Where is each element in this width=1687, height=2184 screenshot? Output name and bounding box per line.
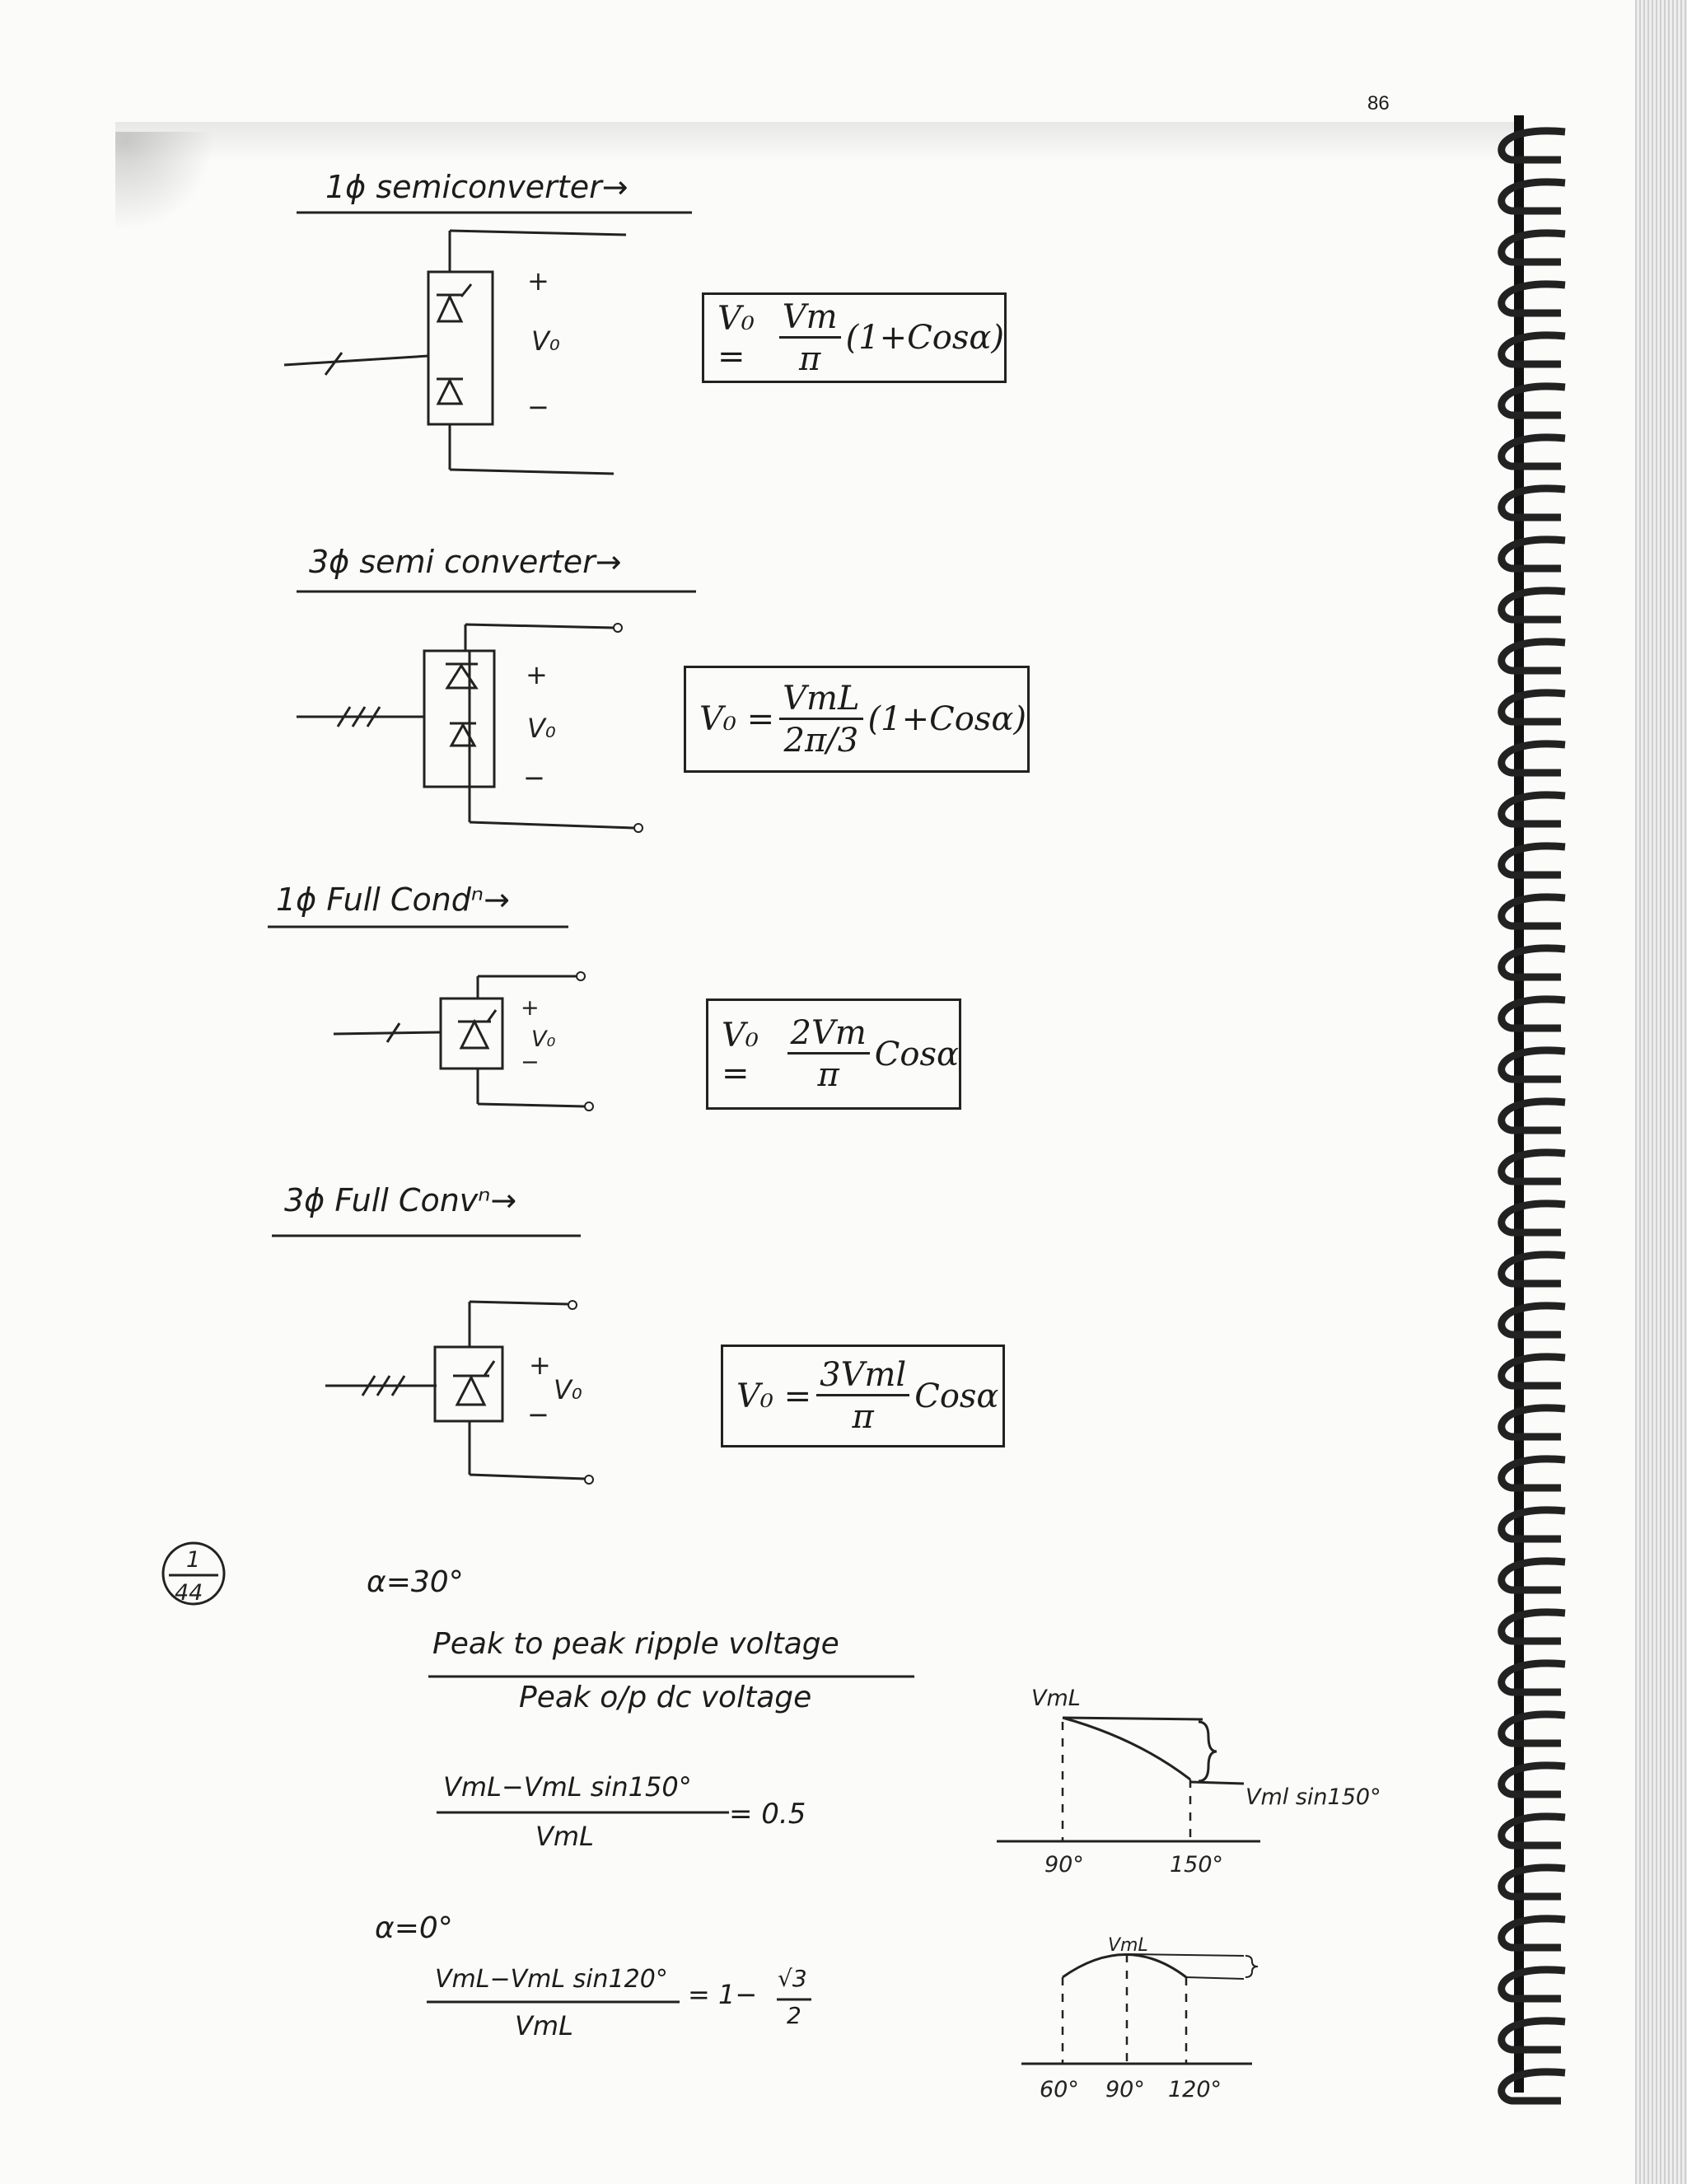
spiral-coil [1502,1357,1565,1386]
graph1-min-line [1190,1782,1244,1784]
spiral-coil [1502,693,1565,722]
terminal-top [614,624,622,632]
spiral-coil [1502,1204,1565,1232]
formula-numerator: VmL [779,680,862,720]
spiral-coil [1502,233,1565,262]
spiral-coil [1502,1101,1565,1130]
graph1-side-label: Vml sin150° [1245,1784,1381,1810]
formula-denominator: 2π/3 [783,721,859,760]
input-line [284,356,428,365]
thyristor-1 [438,297,461,321]
calc2-two: 2 [787,2002,801,2029]
spiral-coil [1502,1561,1565,1590]
spiral-coil [1502,744,1565,773]
output-top [450,231,626,235]
plus-sign: + [529,1349,551,1381]
vo-label: V₀ [531,325,560,357]
spiral-coil [1502,1817,1565,1845]
formula-tail: Cosα [874,1035,959,1073]
spiral-coil [1502,642,1565,671]
thyristor-2 [451,725,474,746]
terminal-top [577,972,585,980]
calc1-numerator: VmL−VmL sin150° [443,1771,692,1803]
page-number: 86 [1367,92,1390,115]
spiral-coil [1502,2072,1565,2101]
alpha-30: α=30° [367,1565,464,1599]
calc2-sqrt3: √3 [778,1965,807,1992]
minus-sign: − [523,762,545,793]
circuit-3ph-full [325,1301,593,1484]
thyristor-1-gate [461,284,471,297]
graph2-label-60: 60° [1040,2077,1079,2102]
graph1-peak-line [1063,1718,1203,1719]
output-bottom [470,1475,585,1479]
ratio-denominator: Peak o/p dc voltage [519,1681,812,1714]
calc1-result: = 0.5 [729,1798,806,1831]
circuit-3ph-semi [297,624,643,832]
spiral-coil [1502,1050,1565,1079]
output-bottom [478,1104,585,1106]
spiral-coil [1502,1255,1565,1284]
spiral-coil [1502,284,1565,313]
output-top [470,1302,568,1304]
spiral-coil [1502,1970,1565,1999]
input-line [334,1032,441,1034]
vo-label: V₀ [527,713,556,744]
formula-tail: Cosα [914,1377,999,1415]
vo-label: V₀ [531,1027,556,1052]
spiral-coil [1502,131,1565,160]
spiral-coil [1502,1919,1565,1948]
alpha-0: α=0° [375,1911,453,1945]
output-bottom [450,470,614,474]
spiral-coil [1502,2021,1565,2050]
minus-sign: − [527,391,549,423]
formula-lhs: V₀ = [699,700,775,738]
formula-numerator: 2Vm [787,1014,870,1055]
graph1-peak-label: VmL [1031,1686,1081,1711]
spiral-coil [1502,1306,1565,1335]
spiral-coil [1502,1765,1565,1794]
terminal-bottom [634,824,643,832]
spiral-coil [1502,846,1565,875]
heading-1ph-full-converter: 1ϕ Full Condⁿ→ [276,882,510,918]
graph2-label-120: 120° [1168,2077,1222,2102]
minus-sign: − [521,1050,540,1075]
ratio-numerator: Peak to peak ripple voltage [432,1627,839,1661]
graph-ripple-120 [1021,1935,1258,2102]
bridge-box [441,998,502,1069]
spiral-coil [1502,1153,1565,1181]
graph1-curve [1063,1718,1190,1779]
problem-badge [163,1543,224,1606]
graph1-label-150: 150° [1170,1852,1224,1878]
spiral-coil [1502,1663,1565,1692]
circuit-1ph-semi [284,231,626,474]
output-bottom [470,822,634,828]
spiral-coil [1502,489,1565,517]
graph1-label-90: 90° [1044,1852,1084,1878]
plus-sign: + [526,659,548,690]
formula-denominator: π [817,1056,839,1094]
minus-sign: − [527,1399,549,1430]
thyristor-gate [484,1361,494,1376]
thyristor [457,1377,484,1405]
output-top [465,624,614,628]
spiral-coils [1502,131,1565,2101]
formula-numerator: Vm [779,298,841,339]
calc2-numerator: VmL−VmL sin120° [435,1965,668,1994]
formula-lhs: V₀ = [736,1377,812,1415]
calc1-denominator: VmL [535,1821,594,1852]
spiral-coil [1502,1868,1565,1896]
calc2-equals: = 1− [688,1979,758,2010]
vo-label: V₀ [554,1374,582,1405]
graph1-brace [1199,1722,1217,1781]
graph2-min-line [1186,1977,1244,1979]
spiral-coil [1502,1612,1565,1641]
heading-1ph-semiconverter: 1ϕ semiconverter→ [325,169,629,205]
graph2-curve [1063,1955,1186,1978]
spiral-coil [1502,591,1565,620]
formula-lhs: V₀ = [717,300,755,376]
spiral-coil [1502,1510,1565,1539]
formula-lhs: V₀ = [722,1016,759,1092]
thyristor-2 [438,381,461,404]
heading-3ph-full-converter: 3ϕ Full Convⁿ→ [284,1182,517,1218]
plus-sign: + [527,265,549,297]
formula-denominator: π [799,339,821,378]
badge-top-number: 1 [186,1547,201,1573]
spiral-coil [1502,1459,1565,1488]
formula-tail: (1+Cosα) [867,700,1026,738]
graph2-brace [1245,1956,1258,1977]
spiral-coil [1502,386,1565,415]
terminal-top [568,1301,577,1309]
spiral-coil [1502,795,1565,824]
spiral-coil [1502,335,1565,364]
graph-ripple-150 [997,1686,1381,1878]
spiral-coil [1502,1408,1565,1437]
formula-numerator: 3Vml [816,1356,909,1396]
terminal-bottom [585,1475,593,1484]
spiral-coil [1502,999,1565,1028]
spiral-coil [1502,897,1565,926]
graph2-peak-label: VmL [1108,1935,1148,1956]
spiral-coil [1502,540,1565,568]
calc2-denominator: VmL [515,2010,573,2041]
spiral-coil [1502,182,1565,211]
thyristor [461,1022,488,1048]
plus-sign: + [521,995,540,1021]
phase-slash [325,353,342,375]
spiral-coil [1502,437,1565,466]
spiral-coil [1502,1714,1565,1743]
terminal-bottom [585,1102,593,1111]
formula-denominator: π [852,1398,874,1436]
thyristor-1 [447,666,476,688]
badge-bottom-number: 44 [175,1580,203,1606]
graph2-label-90: 90° [1105,2077,1145,2102]
spiral-coil [1502,948,1565,977]
heading-3ph-semiconverter: 3ϕ semi converter→ [309,544,622,580]
thyristor-gate [488,1010,496,1022]
formula-tail: (1+Cosα) [845,319,1004,357]
circuit-1ph-full [334,972,593,1111]
